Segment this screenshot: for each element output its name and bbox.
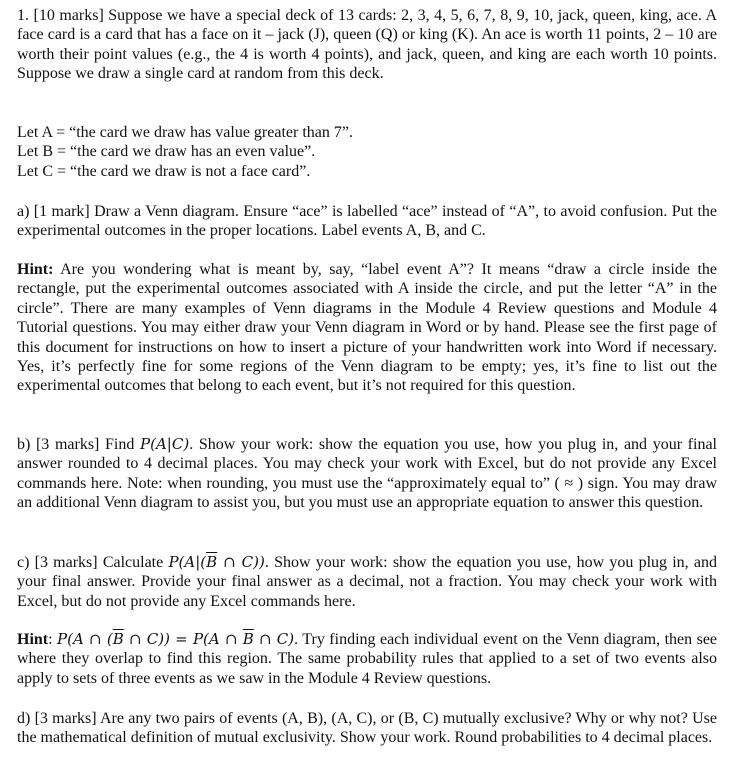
event-c-definition: Let C = “the card we draw is not a face card”. [17,162,311,180]
hint-2-math: P(A ∩ ($\overline{B}$ ∩ C)) = P(A ∩ $\overline{B}$ ∩ C) [57,630,295,648]
hint-2-suffix: . Try finding each individual event on the Venn diagram, then see where they overlap to find this region. The same probability rules that applied to a set of two events also apply to sets of three events as we saw in the Module 4 Review questions. [17,631,718,687]
part-b-math: P(A|C) [140,435,190,453]
question-1-intro: 1. [10 marks] Suppose we have a special deck of 13 cards: 2, 3, 4, 5, 6, 7, 8, 9, 10, jack, queen, king, ace. A face card is a card that has a face on it – jack (J), queen (Q) or king (K). An ace is worth 11 points, 2 – 10 are worth their point values (e.g., the 4 is worth 4 points), and jack, queen, and king are each worth 10 points. Suppose we draw a single card at random from this deck. [17,7,717,83]
hint-1-text: Are you wondering what is meant by, say, “label event A”? It means “draw a circle inside the rectangle, put the experimental outcomes associated with A inside the circle, and put the letter “A” in the circle”. There are many examples of Venn diagrams in the Module 4 Review questions and Module 4 Tutorial questions. You may either draw your Venn diagram in Word or by hand. Please see the first page of this document for instructions on how to insert a picture of your handwritten work into Word if necessary. Yes, it’s perfectly fine for some regions of the Venn diagram to be empty; yes, it’s fine to list out the experimental outcomes that belong to each event, but it’s not required for this question. [17,261,717,395]
part-b [17,435,717,513]
part-c-prefix: c) [3 marks] Calculate [17,554,169,571]
event-definitions [17,123,717,181]
hint-1-label: Hint: [17,261,54,278]
hint-2-label: Hint [17,631,49,648]
hint-1 [17,260,717,396]
part-a: a) [1 mark] Draw a Venn diagram. Ensure “ace” is labelled “ace” instead of “A”, to avoid confusion. Put the experimental outcomes in the proper locations. Label events A, B, and C. [17,203,717,240]
part-b-suffix: . Show your work: show the equation you use, how you plug in, and your final answer rounded to 4 decimal places. You may check your work with Excel, but do not provide any Excel commands here. Note: when rounding, you must use the “approximately equal to” ( ≈ ) sign. You may draw an additional Venn diagram to assist you, but you must use an appropriate equation to answer this question. [17,436,717,512]
part-d: d) [3 marks] Are any two pairs of events (A, B), (A, C), or (B, C) mutually exclusive? Why or why not? Use the mathematical definition of mutual exclusivity. Show your work. Round probabilities to 4 decimal places. [17,710,717,747]
part-c-math: $P(A|(\overline{B}$ ∩ C)) [168,553,265,571]
hint-2: Hint: P(A ∩ ($\overline{B}$ ∩ C)) = P(A ∩ $\overline{B}$ ∩ C). Try finding each individual event on the Venn diagram, then see where they overlap to find this region. The same probability rules that applied to a set of two events also apply to sets of three events as we saw in the Module 4 Review questions. [17,630,718,687]
part-c [17,553,717,611]
event-a-definition: Let A = “the card we draw has value greater than 7”. [17,124,353,141]
event-b-definition: Let B = “the card we draw has an even value”. [17,143,316,161]
part-c-suffix: . Show your work: show the equation you use, how you plug in, and your final answer. Provide your final answer as a decimal, not a fraction. You may check your work with Excel, but do not provide any Excel commands here. [17,554,717,610]
part-b-prefix: b) [3 marks] Find [17,436,141,453]
